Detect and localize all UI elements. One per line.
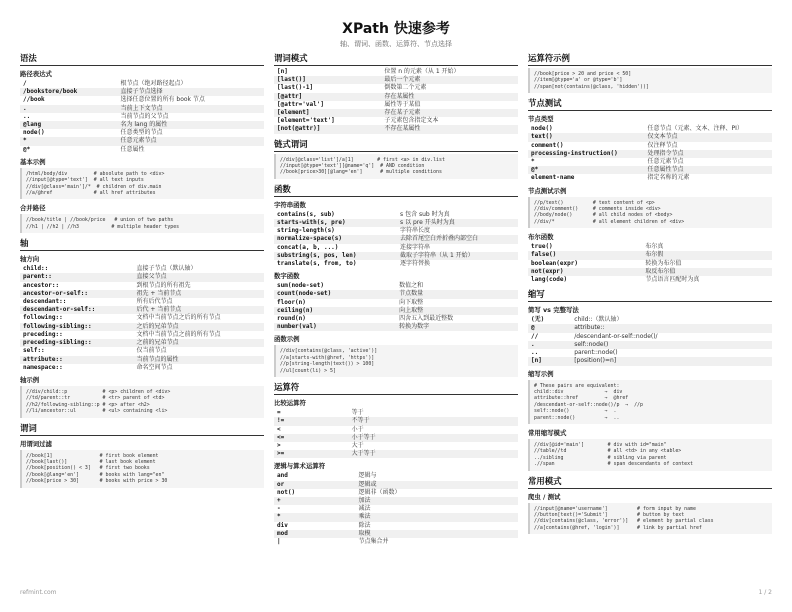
syntax-key: -: [277, 505, 281, 513]
subsection-title: 字符串函数: [274, 200, 306, 209]
syntax-key: //: [531, 332, 539, 340]
syntax-key: >=: [274, 450, 349, 458]
syntax-key: @: [528, 324, 571, 332]
table-row: [20, 137, 264, 145]
table-row: [20, 80, 264, 88]
syntax-key: >: [277, 441, 281, 449]
axes-table: [20, 265, 264, 372]
table-row: [528, 357, 772, 365]
syntax-key: translate(s, from, to): [277, 260, 357, 268]
subsection-title: 用谓词过滤: [20, 439, 52, 448]
table-row: [274, 323, 518, 331]
syntax-key: and: [277, 472, 288, 480]
syntax-key: comment(): [531, 141, 564, 149]
subsection-title: 数字函数: [274, 272, 300, 281]
table-row: [274, 211, 518, 219]
table-row: [528, 158, 772, 166]
table-row: [20, 121, 264, 129]
subsection-title: 比较运算符: [274, 399, 306, 408]
table-row: [528, 341, 772, 349]
syntax-key: [@attr='val']: [277, 100, 324, 108]
syntax-key: not(expr): [528, 268, 642, 276]
description: 仅当前节点: [136, 347, 167, 355]
syntax-key: /bookstore/book: [20, 88, 117, 96]
table-row: [528, 316, 772, 324]
code-block: /html/body/div # absolute path to <div> //input[@type='text'] # all text inputs //div[@class='main']/* # children of div.main //a/@href # all href attributes: [20, 168, 264, 200]
number-functions-table: [274, 282, 518, 331]
syntax-key: .: [20, 105, 117, 113]
description: 到根节点的所有祖先: [136, 281, 191, 289]
syntax-key: attribute::: [20, 356, 133, 364]
description: 取模: [355, 530, 518, 538]
table-row: [528, 251, 772, 259]
description: 字符串长度: [400, 227, 431, 235]
syntax-key: node(): [531, 125, 553, 133]
description: 布尔真: [645, 243, 664, 251]
table-row: [274, 101, 518, 109]
table-row: [528, 174, 772, 182]
table-row: [274, 513, 518, 521]
description: parent::node(): [574, 349, 618, 357]
section-title-chained-predicates: 链式谓词: [274, 138, 518, 152]
abbreviation-table: [528, 316, 772, 365]
section-title-axes: 轴: [20, 237, 264, 251]
description: 小于等于: [349, 434, 518, 442]
syntax-key: namespace::: [23, 363, 63, 371]
description: 小于: [351, 425, 364, 433]
table-row: [274, 417, 518, 425]
syntax-key: lang(code): [531, 276, 568, 284]
table-row: [274, 472, 518, 480]
code-block: //input[@name='username'] # form input by name //button[text()='Submit'] # button by text //div[contains(@class, 'error')] # element by partial class //a[contains(@href, 'login')] # link by partial href: [528, 503, 772, 535]
syntax-key: preceding-sibling::: [20, 339, 133, 347]
syntax-key: string-length(s): [277, 227, 335, 235]
syntax-key: boolean(expr): [531, 259, 578, 267]
description: 乘法: [355, 513, 518, 521]
description: 任意节点（元素、文本、注释、PI）: [647, 125, 743, 133]
code-block: //book[price > 20 and price < 50] //item[@type='a' or @type='b'] //span[not(contains(@class, 'hidden'))]: [528, 68, 772, 93]
table-row: [274, 489, 518, 497]
section-title-operator-examples: 运算符示例: [528, 52, 772, 66]
page-title: XPath 快速参考: [342, 21, 450, 37]
description: 所有后代节点: [136, 298, 173, 306]
syntax-key: preceding::: [23, 330, 63, 338]
description: 向上取整: [396, 307, 518, 315]
table-row: [274, 68, 518, 76]
table-row: [274, 434, 518, 442]
description: [position()=n]: [571, 357, 772, 365]
section-title-abbreviations: 缩写: [528, 288, 772, 302]
node-types-table: [528, 125, 772, 182]
table-row: [528, 150, 772, 158]
description: 仅注释节点: [647, 141, 678, 149]
description: 当前节点的父节点: [120, 112, 169, 120]
syntax-key: following-sibling::: [20, 323, 133, 331]
description: 直接父节点: [133, 273, 264, 281]
subsection-title: 轴方向: [20, 255, 40, 264]
description: 大于等于: [349, 450, 518, 458]
description: 后代 + 当前节点: [133, 306, 264, 314]
subsection-title: 节点测试示例: [528, 186, 567, 195]
syntax-key: [element]: [274, 109, 381, 117]
table-row: [528, 268, 772, 276]
subsection-title: 基本示例: [20, 157, 46, 166]
syntax-key: !=: [274, 417, 349, 425]
syntax-key: parent::: [20, 273, 133, 281]
column-left: [20, 52, 264, 492]
table-row: [528, 260, 772, 268]
description: 任意属性节点: [645, 166, 772, 174]
description: 转换为数字: [396, 323, 518, 331]
description: child::（默认轴）: [574, 316, 623, 324]
description: 当前上下文节点: [117, 105, 264, 113]
syntax-key: [@attr]: [274, 93, 381, 101]
code-block: //div[contains(@class, 'active')] //a[starts-with(@href, 'https')] //p[string-length(text()) > 100] //ul[count(li) > 5]: [274, 345, 518, 377]
subsection-title: 爬虫 / 测试: [528, 492, 561, 501]
description: 不存在某属性: [381, 125, 518, 133]
section-title-syntax: 语法: [20, 52, 264, 66]
description: attribute::: [571, 324, 772, 332]
subsection-title: 逻辑与算术运算符: [274, 462, 326, 471]
syntax-key: true(): [531, 243, 553, 251]
description: 处理指令节点: [645, 150, 772, 158]
table-row: [274, 497, 518, 505]
footer-site: refmint.com: [20, 589, 57, 596]
description: 选择任意位置的所有 book 节点: [120, 96, 205, 104]
table-row: [274, 235, 518, 243]
syntax-key: floor(n): [277, 298, 306, 306]
syntax-key: [last()-1]: [277, 84, 314, 92]
subsection-title: 路径表达式: [20, 70, 52, 78]
syntax-key: node(): [23, 129, 45, 137]
syntax-key: not(): [277, 488, 296, 496]
section-title-predicate-patterns: 谓词模式: [274, 52, 518, 66]
table-row: [274, 522, 518, 530]
code-block: //div/child::p # <p> children of <div> //td/parent::tr # <tr> parent of <td> //h2/following-sibling::p # <p> after <h2> //li/ancestor::ul # <ul> containing <li>: [20, 386, 264, 418]
table-row: [274, 505, 518, 513]
description: 转换为布尔值: [645, 259, 682, 267]
syntax-key: number(val): [274, 323, 396, 331]
syntax-key: descendant::: [23, 298, 67, 306]
table-row: [274, 252, 518, 260]
syntax-key: [element='text']: [277, 117, 335, 125]
subsection-title: 布尔函数: [528, 233, 554, 242]
table-row: [528, 349, 772, 357]
table-row: [274, 84, 518, 92]
table-row: [274, 260, 518, 268]
code-block: //book[1] # first book element //book[last()] # last book element //book[position() < 3] # first two books //book[@lang='en'] # books with lang="en" //book[price > 30] # books with price > 30: [20, 450, 264, 488]
syntax-key: ceiling(n): [274, 307, 396, 315]
table-row: [20, 314, 264, 322]
comparison-operators-table: [274, 409, 518, 458]
subsection-title: 简写 vs 完整写法: [528, 306, 579, 315]
table-row: [274, 481, 518, 489]
table-row: [274, 93, 518, 101]
syntax-key: ancestor::: [23, 281, 60, 289]
syntax-key: @lang: [20, 121, 117, 129]
table-row: [20, 356, 264, 364]
syntax-key: concat(a, b, ...): [277, 243, 339, 251]
description: 加法: [355, 497, 518, 505]
description: 名为 lang 的属性: [117, 121, 264, 129]
description: 减法: [358, 505, 371, 513]
table-row: [274, 244, 518, 252]
table-row: [274, 125, 518, 133]
description: 根节点（绝对路径起点）: [120, 80, 187, 87]
description: 直接子节点（默认轴）: [136, 265, 197, 273]
description: 不等于: [349, 417, 518, 425]
description: 逻辑非（函数）: [358, 488, 401, 496]
syntax-key: /: [23, 80, 27, 87]
syntax-key: [last()]: [274, 76, 381, 84]
table-row: [528, 324, 772, 332]
section-title-operators: 运算符: [274, 381, 518, 395]
description: 指定名称的元素: [647, 174, 690, 182]
description: 倒数第二个元素: [384, 84, 427, 92]
subsection-title: 函数示例: [274, 335, 300, 344]
table-row: [20, 96, 264, 104]
description: 任意元素节点: [647, 158, 684, 166]
description: 文档中当前节点之后的所有节点: [136, 314, 221, 322]
code-block: //p/text() # text content of <p> //div/comment() # comments inside <div> //body/node() # all child nodes of <body> //div/* # all element children of <div>: [528, 197, 772, 229]
table-row: [20, 331, 264, 339]
description: 除法: [358, 521, 371, 529]
code-block: //book/title | //book/price # union of two paths //h1 | //h2 | //h3 # multiple header types: [20, 214, 264, 233]
description: 向下取整: [399, 298, 424, 306]
description: 当前节点的属性: [133, 356, 264, 364]
table-row: [274, 442, 518, 450]
table-row: [274, 426, 518, 434]
description: 任意类型的节点: [120, 129, 163, 137]
syntax-key: ancestor-or-self::: [20, 290, 133, 298]
description: 仅文本节点: [645, 133, 772, 141]
syntax-key: <=: [274, 434, 349, 442]
syntax-key: following::: [23, 314, 63, 322]
description: 逻辑或: [355, 481, 518, 489]
syntax-key: <: [277, 425, 281, 433]
syntax-key: sum(node-set): [277, 282, 324, 290]
code-block: //div[@id='main'] # div with id="main" //table//td # all <td> in any <table> ../sibling # sibling via parent .//span # span descendants of context: [528, 439, 772, 471]
description: s 包含 sub 时为真: [400, 210, 450, 218]
logic-operators-table: [274, 472, 518, 546]
column-middle: [274, 52, 518, 546]
syntax-key: (无): [531, 316, 545, 324]
description: 祖先 + 当前节点: [133, 290, 264, 298]
description: 之前的兄弟节点: [133, 339, 264, 347]
syntax-key: div: [277, 521, 288, 529]
table-row: [20, 364, 264, 372]
code-block: //div[@class='list']/a[1] # first <a> in div.list //input[@type='text'][@name='q'] # AND condition //book[price>30][@lang='en'] # multiple conditions: [274, 154, 518, 179]
subsection-title: 节点类型: [528, 115, 554, 124]
syntax-key: .: [528, 341, 571, 349]
table-row: [20, 323, 264, 331]
table-row: [274, 282, 518, 290]
description: 逻辑与: [358, 472, 377, 480]
section-title-common-patterns: 常用模式: [528, 475, 772, 489]
page-header: [0, 18, 792, 49]
syntax-key: round(n): [277, 315, 306, 323]
description: s 以 pre 开头时为真: [397, 219, 518, 227]
section-title-node-tests: 节点测试: [528, 97, 772, 111]
description: 属性等于某值: [384, 100, 421, 108]
table-row: [274, 299, 518, 307]
description: /descendant-or-self::node()/: [574, 332, 658, 340]
syntax-key: self::: [23, 347, 45, 355]
table-row: [20, 290, 264, 298]
table-row: [274, 290, 518, 298]
syntax-key: child::: [23, 265, 49, 273]
table-row: [20, 105, 264, 113]
footer-page-number: 1 / 2: [758, 589, 772, 596]
syntax-key: false(): [528, 251, 642, 259]
description: 四舍五入到最近整数: [399, 315, 454, 323]
description: 去除首尾空白并折叠内部空白: [397, 235, 518, 243]
subsection-title: 常用缩写模式: [528, 428, 567, 437]
syntax-key: element-name: [531, 174, 575, 182]
description: 布尔假: [642, 251, 772, 259]
description: 存在某属性: [381, 93, 518, 101]
description: 之后的兄弟节点: [133, 323, 264, 331]
table-row: [274, 409, 518, 417]
syntax-key: =: [277, 409, 281, 417]
description: 逐字符替换: [400, 260, 431, 268]
syntax-key: +: [274, 497, 355, 505]
description: 位置 n 的元素（从 1 开始）: [384, 68, 460, 75]
syntax-key: //book: [23, 96, 45, 104]
description: 数值之和: [399, 282, 424, 290]
syntax-key: @*: [23, 145, 31, 153]
table-row: [274, 227, 518, 235]
description: self::node(): [571, 341, 772, 349]
predicate-patterns-table: [274, 68, 518, 134]
description: 直接子节点选择: [117, 88, 264, 96]
column-right: [528, 52, 772, 538]
table-row: [274, 538, 518, 546]
syntax-key: ..: [531, 349, 539, 357]
table-row: [20, 347, 264, 355]
description: 连接字符串: [400, 243, 431, 251]
syntax-key: ..: [23, 112, 31, 120]
string-functions-table: [274, 211, 518, 268]
syntax-key: [n]: [528, 357, 571, 365]
syntax-key: count(node-set): [274, 290, 396, 298]
description: 等于: [351, 409, 364, 417]
syntax-key: contains(s, sub): [277, 210, 335, 218]
table-row: [274, 307, 518, 315]
syntax-key: or: [274, 481, 355, 489]
description: 最后一个元素: [381, 76, 518, 84]
description: 子元素包含指定文本: [384, 117, 439, 125]
table-row: [528, 333, 772, 341]
syntax-key: text(): [528, 133, 645, 141]
table-row: [528, 142, 772, 150]
description: 任意元素节点: [117, 137, 264, 145]
description: 命名空间节点: [136, 363, 173, 371]
syntax-key: |: [277, 537, 281, 545]
description: 取反布尔值: [642, 268, 772, 276]
path-expression-table: [20, 80, 264, 154]
section-title-predicates: 谓词: [20, 422, 264, 436]
table-row: [20, 273, 264, 281]
description: 截取子字符串（从 1 开始）: [397, 252, 518, 260]
description: 节点数量: [396, 290, 518, 298]
section-title-functions: 函数: [274, 183, 518, 197]
table-row: [274, 450, 518, 458]
table-row: [274, 315, 518, 323]
table-row: [20, 146, 264, 154]
syntax-key: descendant-or-self::: [20, 306, 133, 314]
page-subtitle: 轴、谓词、函数、运算符、节点选择: [340, 40, 452, 48]
table-row: [274, 219, 518, 227]
table-row: [528, 133, 772, 141]
syntax-key: normalize-space(s): [274, 235, 397, 243]
syntax-key: starts-with(s, pre): [274, 219, 397, 227]
description: 节点语言匹配时为真: [645, 276, 700, 284]
syntax-key: *: [20, 137, 117, 145]
boolean-functions-table: [528, 243, 772, 284]
description: 存在某子元素: [381, 109, 518, 117]
syntax-key: [n]: [277, 68, 288, 75]
description: 任意属性: [120, 145, 145, 153]
syntax-key: substring(s, pos, len): [274, 252, 397, 260]
description: 节点集合并: [358, 537, 389, 545]
syntax-key: mod: [274, 530, 355, 538]
subsection-title: 合并路径: [20, 204, 46, 213]
syntax-key: *: [531, 158, 535, 166]
table-row: [528, 276, 772, 284]
description: 大于: [351, 441, 364, 449]
table-row: [274, 530, 518, 538]
code-block: # These pairs are equivalent: child::div → div attribute::href → @href /descendant-or-self::node()/p → //p self::node() → . parent::node() → ..: [528, 380, 772, 424]
description: 文档中当前节点之前的所有节点: [136, 330, 221, 338]
table-row: [20, 282, 264, 290]
syntax-key: processing-instruction(): [528, 150, 645, 158]
table-row: [20, 113, 264, 121]
syntax-key: [not(@attr)]: [274, 125, 381, 133]
table-row: [274, 109, 518, 117]
syntax-key: *: [274, 513, 355, 521]
subsection-title: 轴示例: [20, 375, 40, 384]
subsection-title: 缩写示例: [528, 369, 554, 378]
syntax-key: @*: [528, 166, 645, 174]
